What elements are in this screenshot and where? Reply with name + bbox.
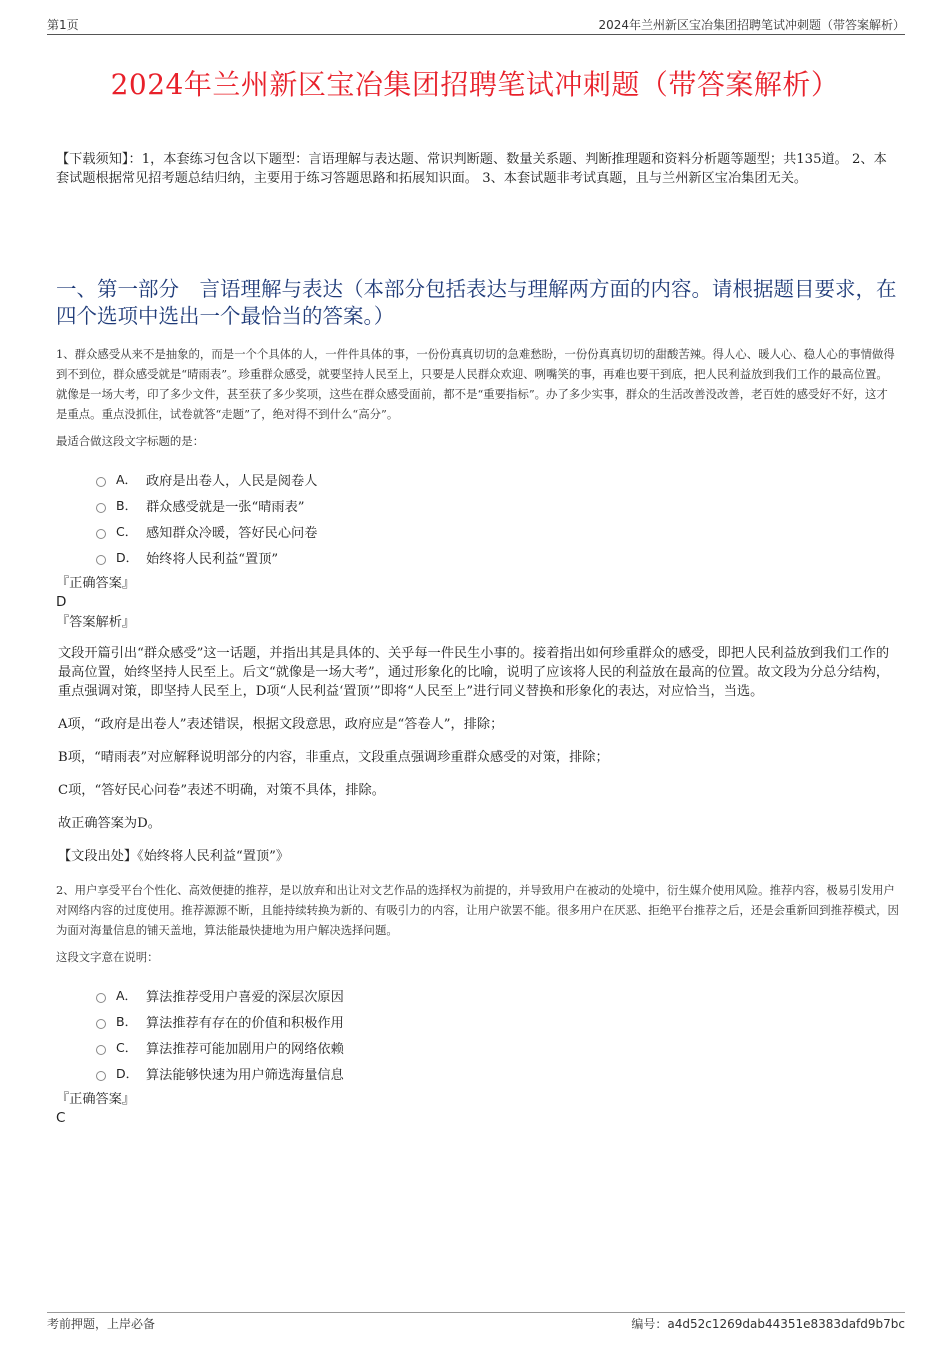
option-letter: B． <box>116 1014 138 1029</box>
questions-container <box>56 344 899 1128</box>
question-1-options <box>96 466 899 570</box>
question-2-option-b[interactable] <box>96 1008 899 1034</box>
radio-circle-icon[interactable] <box>96 529 106 539</box>
option-letter: A． <box>116 472 138 487</box>
option-text: 算法推荐可能加剧用户的网络依赖 <box>146 1041 344 1057</box>
question-1-option-b[interactable] <box>96 492 899 518</box>
question-1-option-d[interactable] <box>96 544 899 570</box>
question-2-options <box>96 982 899 1086</box>
question-1-prompt: 最适合做这段文字标题的是： <box>56 434 205 448</box>
footer-serial-number: 编号：a4d52c1269dab44351e8383dafd9b7bc <box>631 1317 905 1331</box>
question-2 <box>56 880 899 1128</box>
option-letter: D． <box>116 1066 139 1081</box>
option-text: 算法推荐受用户喜爱的深层次原因 <box>146 989 344 1005</box>
question-2-option-d[interactable] <box>96 1060 899 1086</box>
question-1-option-a[interactable] <box>96 466 899 492</box>
download-notice: 【下载须知】：1，本套练习包含以下题型：言语理解与表达题、常识判断题、数量关系题、判断推理题和资料分析题等题型；共135道。 2、本套试题根据常见招考题总结归纳，主要用于练习答题思路和拓展知识面。 3、本套试题非考试真题，且与兰州新区宝冶集团无关。 <box>56 152 887 186</box>
option-text: 始终将人民利益“置顶” <box>146 551 279 567</box>
radio-circle-icon[interactable] <box>96 1019 106 1029</box>
option-letter: A． <box>116 988 138 1003</box>
radio-circle-icon[interactable] <box>96 993 106 1003</box>
option-text: 群众感受就是一张“晴雨表” <box>146 499 305 515</box>
section-title: 一、第一部分 言语理解与表达（本部分包括表达与理解两方面的内容。请根据题目要求，在四个选项中选出一个最恰当的答案。） <box>56 277 897 328</box>
option-text: 算法能够快速为用户筛选海量信息 <box>146 1067 344 1083</box>
option-text: 政府是出卷人，人民是阅卷人 <box>146 473 318 489</box>
question-2-text: 2、用户享受平台个性化、高效便捷的推荐，是以放弃和出让对文艺作品的选择权为前提的，并导致用户在被动的处境中，衍生媒介使用风险。推荐内容，极易引发用户对网络内容的过度使用。推荐源源不断，且能持续转换为新的、有吸引力的内容，让用户欲罢不能。很多用户在厌恶、拒绝平台推荐之后，还是会重新回到推荐模式，因为面对海量信息的铺天盖地，算法能最快捷地为用户解决选择问题。 <box>56 883 899 937</box>
radio-circle-icon[interactable] <box>96 1045 106 1055</box>
header-doc-title: 2024年兰州新区宝冶集团招聘笔试冲刺题（带答案解析） <box>598 18 905 32</box>
option-letter: C． <box>116 524 138 539</box>
analysis-paragraph: 文段开篇引出“群众感受”这一话题，并指出其是具体的、关乎每一件民生小事的。接着指出如何珍重群众的感受，即把人民利益放到我们工作的最高位置，始终坚持人民至上。后文“就像是一场大考”，通过形象化的比喻，说明了应该将人民的利益放在最高的位置。故文段为分总分结构，重点强调对策，即坚持人民至上，D项“人民利益‘置顶’”即将“人民至上”进行同义替换和形象化的表达，对应恰当，当选。 <box>58 646 890 699</box>
document-title: 2024年兰州新区宝冶集团招聘笔试冲刺题（带答案解析） <box>110 67 840 101</box>
question-2-option-a[interactable] <box>96 982 899 1008</box>
analysis-paragraph: C项，“答好民心问卷”表述不明确，对策不具体，排除。 <box>58 783 385 798</box>
answer-value: D <box>56 594 67 610</box>
option-letter: C． <box>116 1040 138 1055</box>
analysis-source: 【文段出处】《始终将人民利益“置顶”》 <box>58 849 290 864</box>
page-footer <box>47 1312 905 1331</box>
option-text: 算法推荐有存在的价值和积极作用 <box>146 1015 344 1031</box>
analysis-label: 『答案解析』 <box>56 615 136 630</box>
answer-value: C <box>56 1110 66 1126</box>
analysis-paragraph: 故正确答案为D。 <box>58 816 161 831</box>
question-1-option-c[interactable] <box>96 518 899 544</box>
analysis-paragraph: A项，“政府是出卷人”表述错误，根据文段意思，政府应是“答卷人”，排除； <box>58 717 504 732</box>
option-letter: B． <box>116 498 138 513</box>
question-2-option-c[interactable] <box>96 1034 899 1060</box>
footer-slogan: 考前押题，上岸必备 <box>47 1317 156 1331</box>
page-number: 第1页 <box>47 18 79 32</box>
question-1-text: 1、群众感受从来不是抽象的，而是一个个具体的人，一件件具体的事，一份份真真切切的急难愁盼，一份份真真切切的甜酸苦辣。得人心、暖人心、稳人心的事情做得到不到位，群众感受就是“晴雨表”。珍重群众感受，就要坚持人民至上，只要是人民群众欢迎、咧嘴笑的事，再难也要干到底，把人民利益放到我们工作的最高位置。就像是一场大考，印了多少文件，甚至获了多少奖项，这些在群众感受面前，都不是“重要指标”。办了多少实事，群众的生活改善没改善，老百姓的感受好不好，这才是重点。重点没抓住，试卷就答“走题”了，绝对得不到什么“高分”。 <box>56 347 895 421</box>
question-2-prompt: 这段文字意在说明： <box>56 950 159 964</box>
page-header <box>47 14 905 35</box>
question-1 <box>56 344 899 866</box>
analysis-paragraph: B项，“晴雨表”对应解释说明部分的内容，非重点，文段重点强调珍重群众感受的对策，排除； <box>58 750 609 765</box>
radio-circle-icon[interactable] <box>96 555 106 565</box>
option-text: 感知群众冷暖，答好民心问卷 <box>146 525 318 541</box>
radio-circle-icon[interactable] <box>96 477 106 487</box>
option-letter: D． <box>116 550 139 565</box>
answer-label: 『正确答案』 <box>56 1092 136 1107</box>
radio-circle-icon[interactable] <box>96 503 106 513</box>
radio-circle-icon[interactable] <box>96 1071 106 1081</box>
answer-label: 『正确答案』 <box>56 576 136 591</box>
